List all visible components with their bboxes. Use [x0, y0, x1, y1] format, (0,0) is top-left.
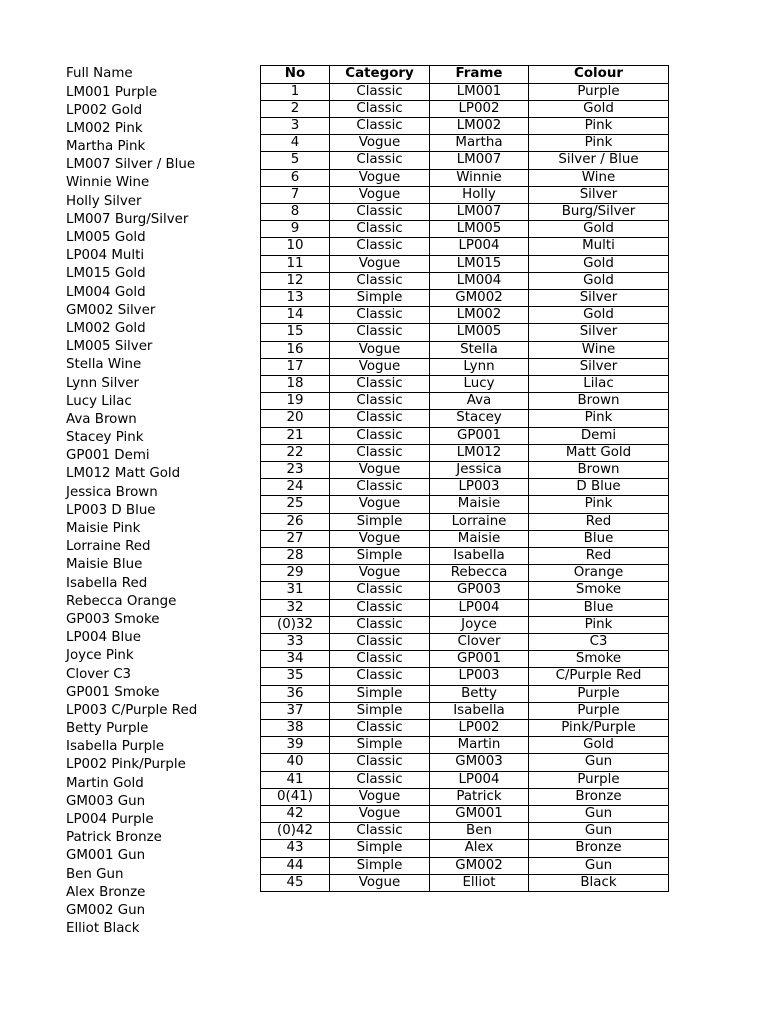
table-row — [261, 272, 669, 289]
no-cell: 18 — [261, 375, 330, 392]
colour-cell: Purple — [529, 702, 669, 719]
full-name-column — [66, 65, 260, 938]
colour-cell: Pink — [529, 117, 669, 134]
no-cell: 22 — [261, 444, 330, 461]
no-cell: 14 — [261, 307, 330, 324]
category-cell: Vogue — [330, 135, 430, 152]
colour-cell: Gun — [529, 823, 669, 840]
category-cell: Vogue — [330, 806, 430, 823]
no-cell: 36 — [261, 685, 330, 702]
no-cell: 0(41) — [261, 788, 330, 805]
frame-cell: Lorraine — [430, 513, 529, 530]
frame-cell: Ben — [430, 823, 529, 840]
frame-cell: LM005 — [430, 221, 529, 238]
full-name-header: Full Name — [66, 66, 133, 81]
table-row — [261, 203, 669, 220]
full-name-cell: GM003 Gun — [66, 793, 146, 809]
colour-cell: Lilac — [529, 375, 669, 392]
frame-cell: LP004 — [430, 771, 529, 788]
category-cell: Classic — [330, 307, 430, 324]
category-cell: Vogue — [330, 461, 430, 478]
frame-cell: Betty — [430, 685, 529, 702]
table-row — [261, 788, 669, 805]
frame-cell: Isabella — [430, 547, 529, 564]
full-name-cell: LM002 Gold — [66, 320, 146, 336]
category-cell: Classic — [330, 754, 430, 771]
category-header: Category — [330, 66, 430, 84]
full-name-cell: LP002 Pink/Purple — [66, 757, 186, 773]
colour-cell: Pink — [529, 135, 669, 152]
frame-cell: Alex — [430, 840, 529, 857]
no-cell: 21 — [261, 427, 330, 444]
frame-cell: LP004 — [430, 238, 529, 255]
category-cell: Classic — [330, 427, 430, 444]
colour-cell: Brown — [529, 461, 669, 478]
colour-cell: Wine — [529, 341, 669, 358]
frame-cell: Patrick — [430, 788, 529, 805]
table-row — [261, 565, 669, 582]
table-row — [261, 238, 669, 255]
full-name-cell: LM005 Silver — [66, 339, 153, 355]
no-cell: 9 — [261, 221, 330, 238]
full-name-cell: LM004 Gold — [66, 284, 146, 300]
colour-cell: Smoke — [529, 582, 669, 599]
table-row — [261, 427, 669, 444]
no-cell: 43 — [261, 840, 330, 857]
table-row — [261, 358, 669, 375]
full-name-cell: Jessica Brown — [66, 484, 158, 500]
table-row — [261, 289, 669, 306]
frame-cell: LM001 — [430, 83, 529, 100]
no-cell: 1 — [261, 83, 330, 100]
full-name-cell: Lucy Lilac — [66, 393, 132, 409]
no-cell: 7 — [261, 186, 330, 203]
table-row — [261, 634, 669, 651]
colour-cell: Pink — [529, 616, 669, 633]
frame-cell: Stella — [430, 341, 529, 358]
frame-cell: Maisie — [430, 496, 529, 513]
colour-cell: Multi — [529, 238, 669, 255]
category-cell: Classic — [330, 272, 430, 289]
table-row — [261, 702, 669, 719]
table-row — [261, 152, 669, 169]
full-name-cell: LP004 Purple — [66, 812, 154, 827]
colour-cell: Silver — [529, 289, 669, 306]
frame-cell: Martin — [430, 737, 529, 754]
full-name-cell: Maisie Pink — [66, 521, 141, 536]
colour-cell: D Blue — [529, 479, 669, 496]
full-name-cell: LM012 Matt Gold — [66, 466, 181, 482]
table-row — [261, 599, 669, 616]
frame-cell: LM002 — [430, 307, 529, 324]
category-cell: Classic — [330, 771, 430, 788]
full-name-cell: LM007 Burg/Silver — [66, 211, 189, 227]
colour-cell: Silver — [529, 324, 669, 341]
category-cell: Classic — [330, 651, 430, 668]
category-cell: Vogue — [330, 565, 430, 582]
category-cell: Simple — [330, 547, 430, 564]
frame-cell: LM005 — [430, 324, 529, 341]
category-cell: Classic — [330, 221, 430, 238]
frame-cell: Winnie — [430, 169, 529, 186]
full-name-cell: LM005 Gold — [66, 230, 146, 245]
category-cell: Simple — [330, 702, 430, 719]
table-row — [261, 375, 669, 392]
frame-cell: Martha — [430, 135, 529, 152]
no-cell: 15 — [261, 324, 330, 341]
colour-cell: Silver — [529, 358, 669, 375]
frame-cell: Ava — [430, 393, 529, 410]
frame-cell: Rebecca — [430, 565, 529, 582]
full-name-cell: GP003 Smoke — [66, 611, 160, 627]
table-row — [261, 410, 669, 427]
category-cell: Simple — [330, 513, 430, 530]
no-cell: 35 — [261, 668, 330, 685]
category-cell: Classic — [330, 599, 430, 616]
frame-cell: GP001 — [430, 651, 529, 668]
category-cell: Classic — [330, 83, 430, 100]
no-cell: 16 — [261, 341, 330, 358]
category-cell: Vogue — [330, 341, 430, 358]
colour-cell: Wine — [529, 169, 669, 186]
colour-cell: Gold — [529, 272, 669, 289]
category-cell: Simple — [330, 857, 430, 874]
no-cell: 41 — [261, 771, 330, 788]
full-name-cell: Isabella Purple — [66, 739, 165, 755]
spreadsheet — [66, 65, 669, 938]
full-name-cell: LM002 Pink — [66, 120, 143, 136]
frame-cell: Elliot — [430, 874, 529, 891]
no-cell: 10 — [261, 238, 330, 255]
table-row — [261, 530, 669, 547]
no-cell: 13 — [261, 289, 330, 306]
table-row — [261, 324, 669, 341]
table-row — [261, 806, 669, 823]
full-name-cell: Patrick Bronze — [66, 830, 162, 846]
category-cell: Classic — [330, 375, 430, 392]
full-name-cell: Joyce Pink — [66, 648, 134, 664]
frame-cell: Joyce — [430, 616, 529, 633]
colour-header: Colour — [529, 66, 669, 84]
category-cell: Vogue — [330, 169, 430, 186]
colour-cell: Silver / Blue — [529, 152, 669, 169]
category-cell: Classic — [330, 582, 430, 599]
colour-cell: Pink/Purple — [529, 720, 669, 737]
category-cell: Simple — [330, 840, 430, 857]
table-row — [261, 840, 669, 857]
table-row — [261, 720, 669, 737]
colour-cell: Brown — [529, 393, 669, 410]
frame-cell: GM002 — [430, 289, 529, 306]
no-cell: 26 — [261, 513, 330, 530]
category-cell: Vogue — [330, 186, 430, 203]
frame-header: Frame — [430, 66, 529, 84]
frame-cell: LM015 — [430, 255, 529, 272]
full-name-cell: Ava Brown — [66, 411, 137, 427]
table-row — [261, 255, 669, 272]
table-row — [261, 685, 669, 702]
no-cell: 2 — [261, 100, 330, 117]
colour-cell: Blue — [529, 599, 669, 616]
table-row — [261, 100, 669, 117]
category-cell: Classic — [330, 634, 430, 651]
no-cell: 17 — [261, 358, 330, 375]
table-row — [261, 513, 669, 530]
full-name-cell: LP003 D Blue — [66, 502, 156, 518]
no-cell: 20 — [261, 410, 330, 427]
colour-cell: Smoke — [529, 651, 669, 668]
full-name-cell: LP004 Multi — [66, 248, 145, 264]
full-name-cell: GP001 Smoke — [66, 684, 160, 700]
category-cell: Vogue — [330, 255, 430, 272]
no-cell: 44 — [261, 857, 330, 874]
category-cell: Classic — [330, 117, 430, 134]
table-row — [261, 547, 669, 564]
no-cell: 45 — [261, 874, 330, 891]
colour-cell: Purple — [529, 771, 669, 788]
category-cell: Classic — [330, 616, 430, 633]
category-cell: Vogue — [330, 358, 430, 375]
colour-cell: Silver — [529, 186, 669, 203]
full-name-cell: Betty Purple — [66, 721, 149, 737]
no-cell: 33 — [261, 634, 330, 651]
table-row — [261, 461, 669, 478]
frame-cell: Isabella — [430, 702, 529, 719]
full-name-cell: Winnie Wine — [66, 175, 150, 191]
full-name-cell: Alex Bronze — [66, 884, 146, 900]
frame-cell: LM007 — [430, 203, 529, 220]
table-row — [261, 616, 669, 633]
no-cell: 5 — [261, 152, 330, 169]
no-cell: 42 — [261, 806, 330, 823]
no-cell: 39 — [261, 737, 330, 754]
category-cell: Classic — [330, 238, 430, 255]
table-row — [261, 221, 669, 238]
no-cell: 38 — [261, 720, 330, 737]
frame-cell: Holly — [430, 186, 529, 203]
frame-cell: LP003 — [430, 668, 529, 685]
colour-cell: Gun — [529, 806, 669, 823]
full-name-cell: Lorraine Red — [66, 539, 151, 555]
frames-table — [260, 65, 669, 892]
frame-cell: GP001 — [430, 427, 529, 444]
category-cell: Vogue — [330, 530, 430, 547]
no-header: No — [261, 66, 330, 84]
category-cell: Vogue — [330, 496, 430, 513]
full-name-cell: Rebecca Orange — [66, 593, 177, 609]
table-row — [261, 737, 669, 754]
full-name-cell: Isabella Red — [66, 575, 148, 591]
colour-cell: Purple — [529, 83, 669, 100]
no-cell: (0)32 — [261, 616, 330, 633]
no-cell: 24 — [261, 479, 330, 496]
table-row — [261, 444, 669, 461]
full-name-cell: Holly Silver — [66, 193, 142, 209]
frame-cell: GM001 — [430, 806, 529, 823]
category-cell: Classic — [330, 479, 430, 496]
colour-cell: Gold — [529, 255, 669, 272]
colour-cell: Orange — [529, 565, 669, 582]
colour-cell: Blue — [529, 530, 669, 547]
category-cell: Vogue — [330, 874, 430, 891]
no-cell: 37 — [261, 702, 330, 719]
category-cell: Classic — [330, 823, 430, 840]
colour-cell: Bronze — [529, 788, 669, 805]
table-row — [261, 393, 669, 410]
table-row — [261, 582, 669, 599]
category-cell: Classic — [330, 393, 430, 410]
colour-cell: C3 — [529, 634, 669, 651]
full-name-cell: Martha Pink — [66, 139, 146, 155]
no-cell: 29 — [261, 565, 330, 582]
table-row — [261, 857, 669, 874]
table-row — [261, 307, 669, 324]
colour-cell: C/Purple Red — [529, 668, 669, 685]
full-name-cell: GM002 Gun — [66, 902, 146, 918]
table-row — [261, 823, 669, 840]
table-row — [261, 479, 669, 496]
table-body — [261, 83, 669, 892]
no-cell: 3 — [261, 117, 330, 134]
category-cell: Classic — [330, 720, 430, 737]
full-name-cell: GP001 Demi — [66, 448, 150, 464]
no-cell: 32 — [261, 599, 330, 616]
no-cell: 4 — [261, 135, 330, 152]
frame-cell: LM012 — [430, 444, 529, 461]
colour-cell: Demi — [529, 427, 669, 444]
category-cell: Classic — [330, 668, 430, 685]
category-cell: Simple — [330, 737, 430, 754]
category-cell: Vogue — [330, 788, 430, 805]
full-name-cell: Clover C3 — [66, 666, 132, 682]
full-name-cell: LM015 Gold — [66, 266, 146, 282]
frame-cell: LP004 — [430, 599, 529, 616]
full-name-cell: GM002 Silver — [66, 302, 156, 318]
no-cell: 31 — [261, 582, 330, 599]
frame-cell: Lucy — [430, 375, 529, 392]
table-row — [261, 668, 669, 685]
frame-cell: LM007 — [430, 152, 529, 169]
no-cell: 19 — [261, 393, 330, 410]
no-cell: 23 — [261, 461, 330, 478]
colour-cell: Burg/Silver — [529, 203, 669, 220]
category-cell: Classic — [330, 324, 430, 341]
full-name-cell: Elliot Black — [66, 921, 140, 937]
colour-cell: Gold — [529, 307, 669, 324]
frame-cell: Clover — [430, 634, 529, 651]
colour-cell: Red — [529, 547, 669, 564]
table-row — [261, 117, 669, 134]
no-cell: 6 — [261, 169, 330, 186]
category-cell: Classic — [330, 152, 430, 169]
table-row — [261, 496, 669, 513]
table-row — [261, 874, 669, 891]
no-cell: 40 — [261, 754, 330, 771]
full-name-cell: LM007 Silver / Blue — [66, 157, 196, 173]
frame-cell: LP002 — [430, 720, 529, 737]
category-cell: Simple — [330, 685, 430, 702]
colour-cell: Gold — [529, 221, 669, 238]
colour-cell: Gun — [529, 857, 669, 874]
no-cell: (0)42 — [261, 823, 330, 840]
no-cell: 25 — [261, 496, 330, 513]
table-row — [261, 771, 669, 788]
no-cell: 11 — [261, 255, 330, 272]
colour-cell: Bronze — [529, 840, 669, 857]
full-name-cell: Stella Wine — [66, 357, 142, 373]
category-cell: Classic — [330, 444, 430, 461]
frame-cell: LP002 — [430, 100, 529, 117]
colour-cell: Matt Gold — [529, 444, 669, 461]
frame-cell: LM004 — [430, 272, 529, 289]
colour-cell: Purple — [529, 685, 669, 702]
table-row — [261, 83, 669, 100]
full-name-cell: LP004 Blue — [66, 630, 141, 646]
colour-cell: Pink — [529, 410, 669, 427]
colour-cell: Red — [529, 513, 669, 530]
category-cell: Classic — [330, 203, 430, 220]
frame-cell: Jessica — [430, 461, 529, 478]
no-cell: 34 — [261, 651, 330, 668]
table-row — [261, 754, 669, 771]
colour-cell: Black — [529, 874, 669, 891]
frame-cell: GP003 — [430, 582, 529, 599]
frame-cell: GM002 — [430, 857, 529, 874]
colour-cell: Gold — [529, 737, 669, 754]
frame-cell: LM002 — [430, 117, 529, 134]
no-cell: 12 — [261, 272, 330, 289]
frame-cell: Stacey — [430, 410, 529, 427]
colour-cell: Gold — [529, 100, 669, 117]
full-name-cell: Maisie Blue — [66, 557, 143, 573]
table-row — [261, 169, 669, 186]
table-row — [261, 186, 669, 203]
colour-cell: Gun — [529, 754, 669, 771]
no-cell: 28 — [261, 547, 330, 564]
no-cell: 8 — [261, 203, 330, 220]
full-name-cell: LP002 Gold — [66, 102, 143, 118]
category-cell: Classic — [330, 410, 430, 427]
header-row — [261, 66, 669, 84]
no-cell: 27 — [261, 530, 330, 547]
full-name-cell: LP003 C/Purple Red — [66, 702, 198, 718]
full-name-cell: GM001 Gun — [66, 848, 146, 864]
full-name-cell: Stacey Pink — [66, 430, 144, 446]
table-row — [261, 651, 669, 668]
frame-cell: GM003 — [430, 754, 529, 771]
frame-cell: LP003 — [430, 479, 529, 496]
table-row — [261, 341, 669, 358]
colour-cell: Pink — [529, 496, 669, 513]
full-name-cell: Lynn Silver — [66, 375, 139, 391]
category-cell: Simple — [330, 289, 430, 306]
frame-cell: Maisie — [430, 530, 529, 547]
full-name-cell: LM001 Purple — [66, 84, 158, 100]
table-row — [261, 135, 669, 152]
full-name-cell: Ben Gun — [66, 866, 124, 882]
category-cell: Classic — [330, 100, 430, 117]
frame-cell: Lynn — [430, 358, 529, 375]
full-name-cell: Martin Gold — [66, 775, 144, 791]
